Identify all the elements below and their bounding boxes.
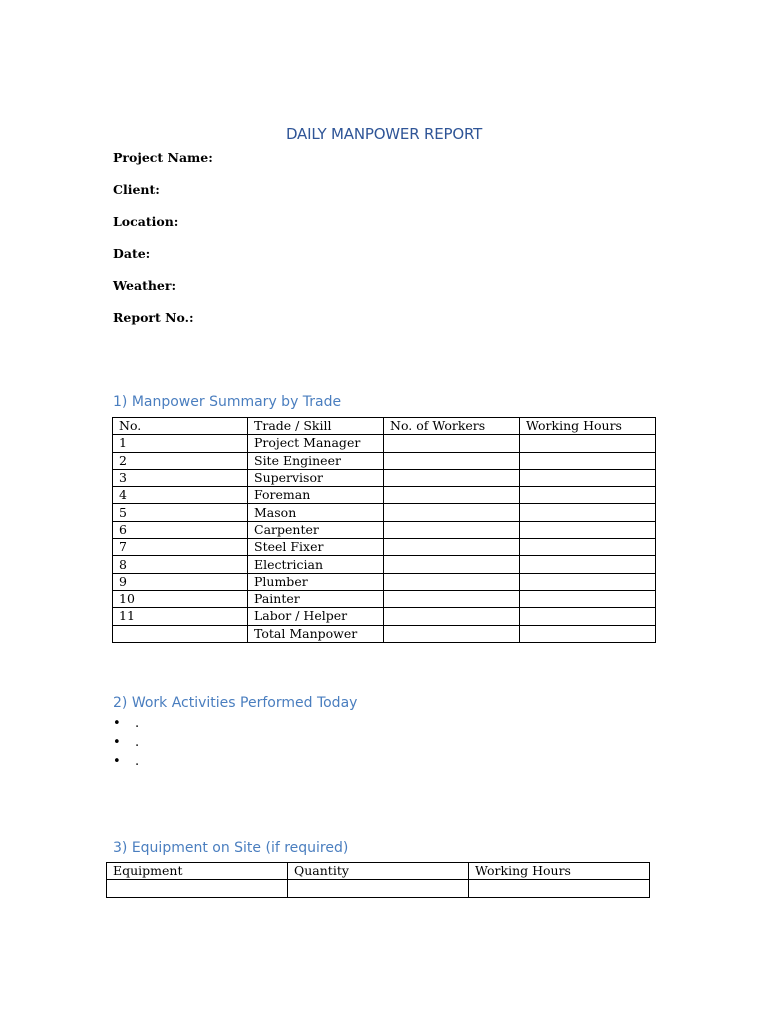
table-cell: Electrician (248, 556, 384, 573)
table-row (113, 556, 656, 573)
table-cell: 10 (113, 590, 248, 607)
bullet-icon: • (113, 754, 121, 769)
table-cell: 5 (113, 504, 248, 521)
table-cell (520, 452, 656, 469)
project-info-fields (113, 150, 213, 342)
table-row (113, 469, 656, 486)
table-cell (520, 487, 656, 504)
table-cell: Carpenter (248, 521, 384, 538)
table-cell (384, 590, 520, 607)
table-cell (107, 880, 288, 897)
column-header: No. (113, 418, 248, 435)
section3-heading: 3) Equipment on Site (if required) (113, 840, 349, 856)
weather-label: Weather: (113, 278, 177, 293)
table-cell (113, 625, 248, 642)
table-cell (520, 608, 656, 625)
table-header-row (113, 418, 656, 435)
column-header: Quantity (288, 863, 469, 880)
table-row (113, 625, 656, 642)
table-cell: Foreman (248, 487, 384, 504)
date-label: Date: (113, 246, 151, 261)
table-cell: 3 (113, 469, 248, 486)
table-cell: 1 (113, 435, 248, 452)
table-cell (520, 590, 656, 607)
table-cell (384, 487, 520, 504)
table-cell: 7 (113, 539, 248, 556)
list-item-text: . (135, 754, 140, 769)
table-cell: 8 (113, 556, 248, 573)
table-cell (520, 504, 656, 521)
table-cell: Site Engineer (248, 452, 384, 469)
column-header: Equipment (107, 863, 288, 880)
table-cell (384, 521, 520, 538)
table-row (113, 521, 656, 538)
manpower-table (112, 417, 656, 643)
table-cell (384, 539, 520, 556)
section1-heading: 1) Manpower Summary by Trade (113, 394, 342, 410)
equipment-table (106, 862, 650, 898)
column-header: No. of Workers (384, 418, 520, 435)
table-row (113, 573, 656, 590)
table-cell: Plumber (248, 573, 384, 590)
bullet-icon: • (113, 716, 121, 731)
table-cell: Labor / Helper (248, 608, 384, 625)
table-cell: Project Manager (248, 435, 384, 452)
table-cell (288, 880, 469, 897)
table-row (113, 608, 656, 625)
table-cell: 4 (113, 487, 248, 504)
table-cell (384, 556, 520, 573)
table-row (113, 590, 656, 607)
table-cell: 6 (113, 521, 248, 538)
column-header: Working Hours (520, 418, 656, 435)
table-row (107, 880, 650, 897)
column-header: Trade / Skill (248, 418, 384, 435)
table-row (113, 435, 656, 452)
table-cell (520, 625, 656, 642)
table-cell (520, 435, 656, 452)
table-cell (384, 625, 520, 642)
table-cell: Mason (248, 504, 384, 521)
table-cell (384, 435, 520, 452)
table-cell (520, 469, 656, 486)
table-cell (520, 521, 656, 538)
table-cell (469, 880, 650, 897)
table-cell: Steel Fixer (248, 539, 384, 556)
table-cell (384, 504, 520, 521)
list-item-text: . (135, 716, 140, 731)
table-row (113, 452, 656, 469)
project-name-label: Project Name: (113, 150, 213, 165)
report-no-label: Report No.: (113, 310, 194, 325)
table-cell (520, 539, 656, 556)
bullet-icon: • (113, 735, 121, 750)
location-label: Location: (113, 214, 179, 229)
client-label: Client: (113, 182, 160, 197)
section2-heading: 2) Work Activities Performed Today (113, 695, 358, 711)
table-cell (384, 469, 520, 486)
table-cell: 11 (113, 608, 248, 625)
table-header-row (107, 863, 650, 880)
table-cell (384, 452, 520, 469)
table-cell: 2 (113, 452, 248, 469)
table-cell: Painter (248, 590, 384, 607)
table-cell: 9 (113, 573, 248, 590)
table-cell (384, 608, 520, 625)
table-cell (520, 556, 656, 573)
table-cell (520, 573, 656, 590)
table-cell (384, 573, 520, 590)
table-cell: Total Manpower (248, 625, 384, 642)
table-row (113, 539, 656, 556)
table-row (113, 487, 656, 504)
table-cell: Supervisor (248, 469, 384, 486)
list-item-text: . (135, 735, 140, 750)
report-title: DAILY MANPOWER REPORT (285, 125, 483, 143)
column-header: Working Hours (469, 863, 650, 880)
table-row (113, 504, 656, 521)
